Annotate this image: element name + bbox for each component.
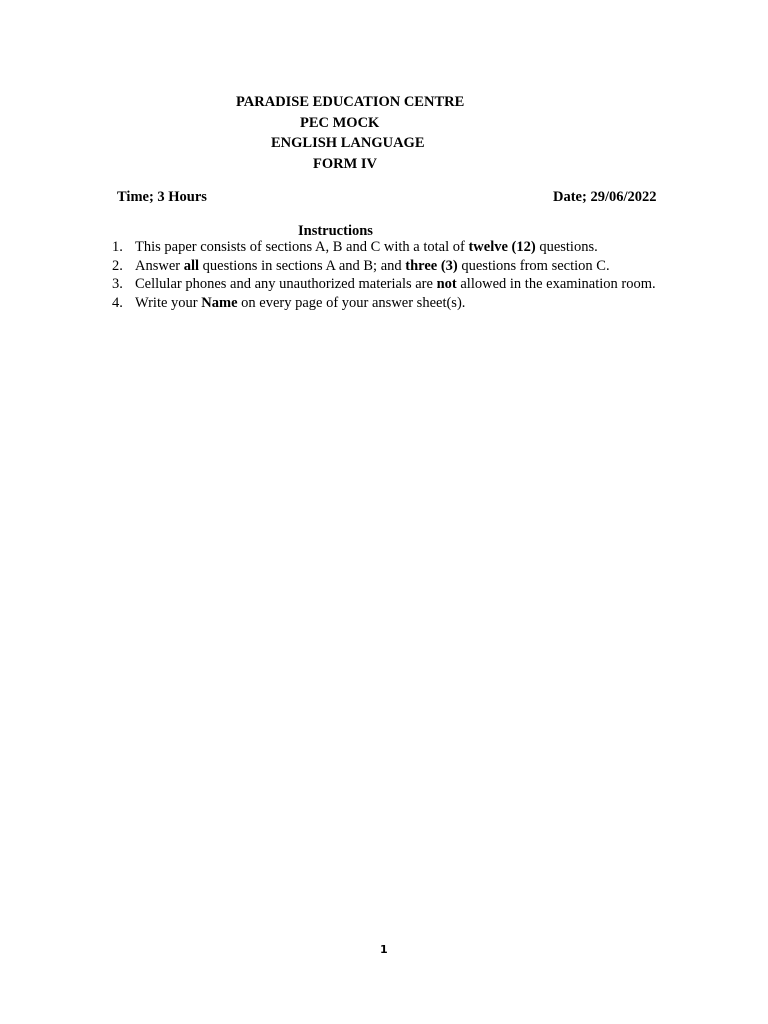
instruction-text: questions from section C. xyxy=(457,257,610,274)
instruction-text: Cellular phones and any unauthorized materials are xyxy=(135,276,437,292)
instruction-text: on every page of your answer sheet(s). xyxy=(237,294,466,311)
subject-name: ENGLISH LANGUAGE xyxy=(271,135,425,151)
instruction-text: Answer xyxy=(135,257,184,274)
instruction-text: questions. xyxy=(535,239,598,255)
instruction-item xyxy=(112,294,656,313)
instruction-text: Write your xyxy=(135,294,202,311)
exam-date: Date; 29/06/2022 xyxy=(553,189,657,205)
instruction-emphasis: all xyxy=(183,257,200,274)
instruction-text: This paper consists of sections A, B and C with a total of xyxy=(135,239,469,255)
instruction-number: 1. xyxy=(112,239,123,255)
exam-duration: Time; 3 Hours xyxy=(117,189,207,205)
instruction-text: questions in sections A and B; and xyxy=(199,257,406,274)
exam-name: PEC MOCK xyxy=(300,115,380,131)
instruction-text: allowed in the examination room. xyxy=(456,276,656,292)
instruction-item xyxy=(112,238,656,257)
instruction-emphasis: not xyxy=(436,276,457,292)
instruction-emphasis: three (3) xyxy=(405,257,458,274)
form-level: FORM IV xyxy=(313,156,378,172)
instruction-emphasis: Name xyxy=(201,294,238,311)
instruction-number: 4. xyxy=(112,294,123,311)
instructions-list xyxy=(112,238,656,312)
instruction-item xyxy=(112,275,656,294)
instructions-heading: Instructions xyxy=(298,223,373,239)
instruction-item xyxy=(112,257,656,276)
instruction-emphasis: twelve (12) xyxy=(468,239,536,255)
school-name: PARADISE EDUCATION CENTRE xyxy=(236,94,465,110)
page-number: 1 xyxy=(380,943,388,956)
instruction-number: 3. xyxy=(112,276,123,292)
instruction-number: 2. xyxy=(112,257,123,274)
